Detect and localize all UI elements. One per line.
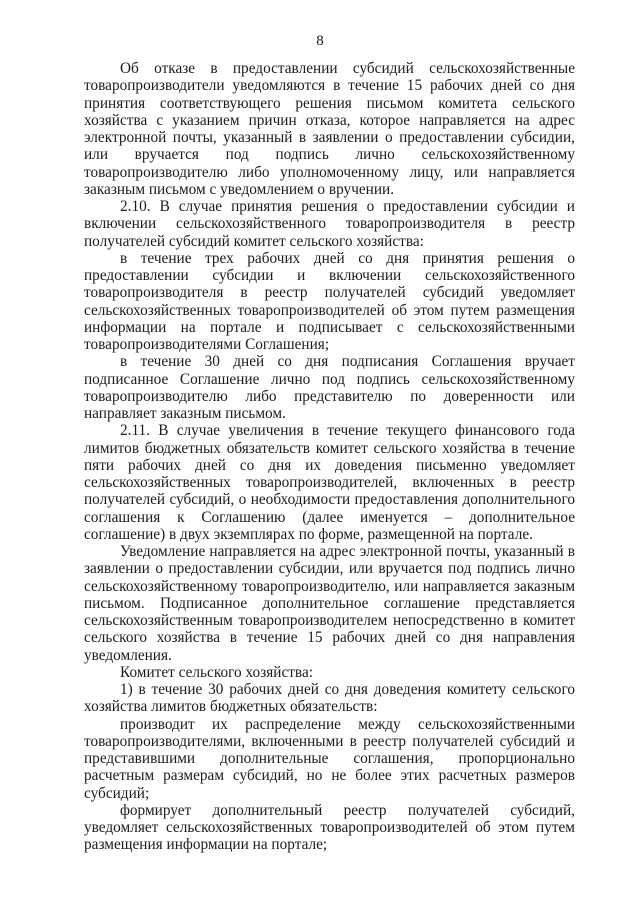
paragraph-2-10: 2.10. В случае принятия решения о предоставлении субсидии и включении сельскохозяйственного товаропроизводителя в реестр получателей субсидий комитет сельского хозяйства: (84, 198, 575, 250)
paragraph-distribution: производит их распределение между сельскохозяйственными товаропроизводителями, включенными в реестр получателей субсидий и представившими дополнительные соглашения, пропорционально расчетным размерам субсидий, но не более этих расчетных размеров субсидий; (84, 715, 575, 802)
paragraph-notification: Уведомление направляется на адрес электронной почты, указанный в заявлении о предоставлении субсидии, или вручается под подпись лично сельскохозяйственному товаропроизводителю, или направляется заказным письмом. Подписанное дополнительное соглашение представляется сельскохозяйственным товаропроизводителем непосредственно в комитет сельского хозяйства в течение 15 рабочих дней со дня направления уведомления. (84, 543, 575, 664)
paragraph-2-11: 2.11. В случае увеличения в течение текущего финансового года лимитов бюджетных обязательств комитет сельского хозяйства в течение пяти рабочих дней со дня их доведения письменно уведомляет сельскохозяйственных товаропроизводителей, включенных в реестр получателей субсидий, о необходимости предоставления дополнительного соглашения к Соглашению (далее именуется – дополнительное соглашение) в двух экземплярах по форме, размещенной на портале. (84, 422, 575, 543)
paragraph-2-10-item-2: в течение 30 дней со дня подписания Соглашения вручает подписанное Соглашение лично под подпись сельскохозяйственному товаропроизводителю либо представителю по доверенности или направляет заказным письмом. (84, 353, 575, 422)
paragraph-additional-registry: формирует дополнительный реестр получателей субсидий, уведомляет сельскохозяйственных товаропроизводителей об этом путем размещения информации на портале; (84, 801, 575, 854)
paragraph-2-10-item-1: в течение трех рабочих дней со дня принятия решения о предоставлении субсидии и включении сельскохозяйственного товаропроизводителя в реестр получателей субсидий уведомляет сельскохозяйственных товаропроизводителей об этом путем размещения информации на портале и подписывает с сельскохозяйственными товаропроизводителями Соглашения; (84, 249, 575, 353)
document-body (84, 60, 575, 854)
paragraph-committee: Комитет сельского хозяйства: (120, 663, 313, 681)
paragraph-refusal-notice: Об отказе в предоставлении субсидий сельскохозяйственные товаропроизводители уведомляются в течение 15 рабочих дней со дня принятия соответствующего решения письмом комитета сельского хозяйства с указанием причин отказа, которое направляется на адрес электронной почты, указанный в заявлении о предоставлении субсидии, или вручается под подпись лично сельскохозяйственному товаропроизводителю либо уполномоченному лицу, или направляется заказным письмом с уведомлением о вручении. (84, 60, 575, 198)
page-number: 8 (316, 33, 324, 49)
paragraph-committee-item-1: 1) в течение 30 рабочих дней со дня доведения комитету сельского хозяйства лимитов бюджетных обязательств: (84, 681, 575, 716)
